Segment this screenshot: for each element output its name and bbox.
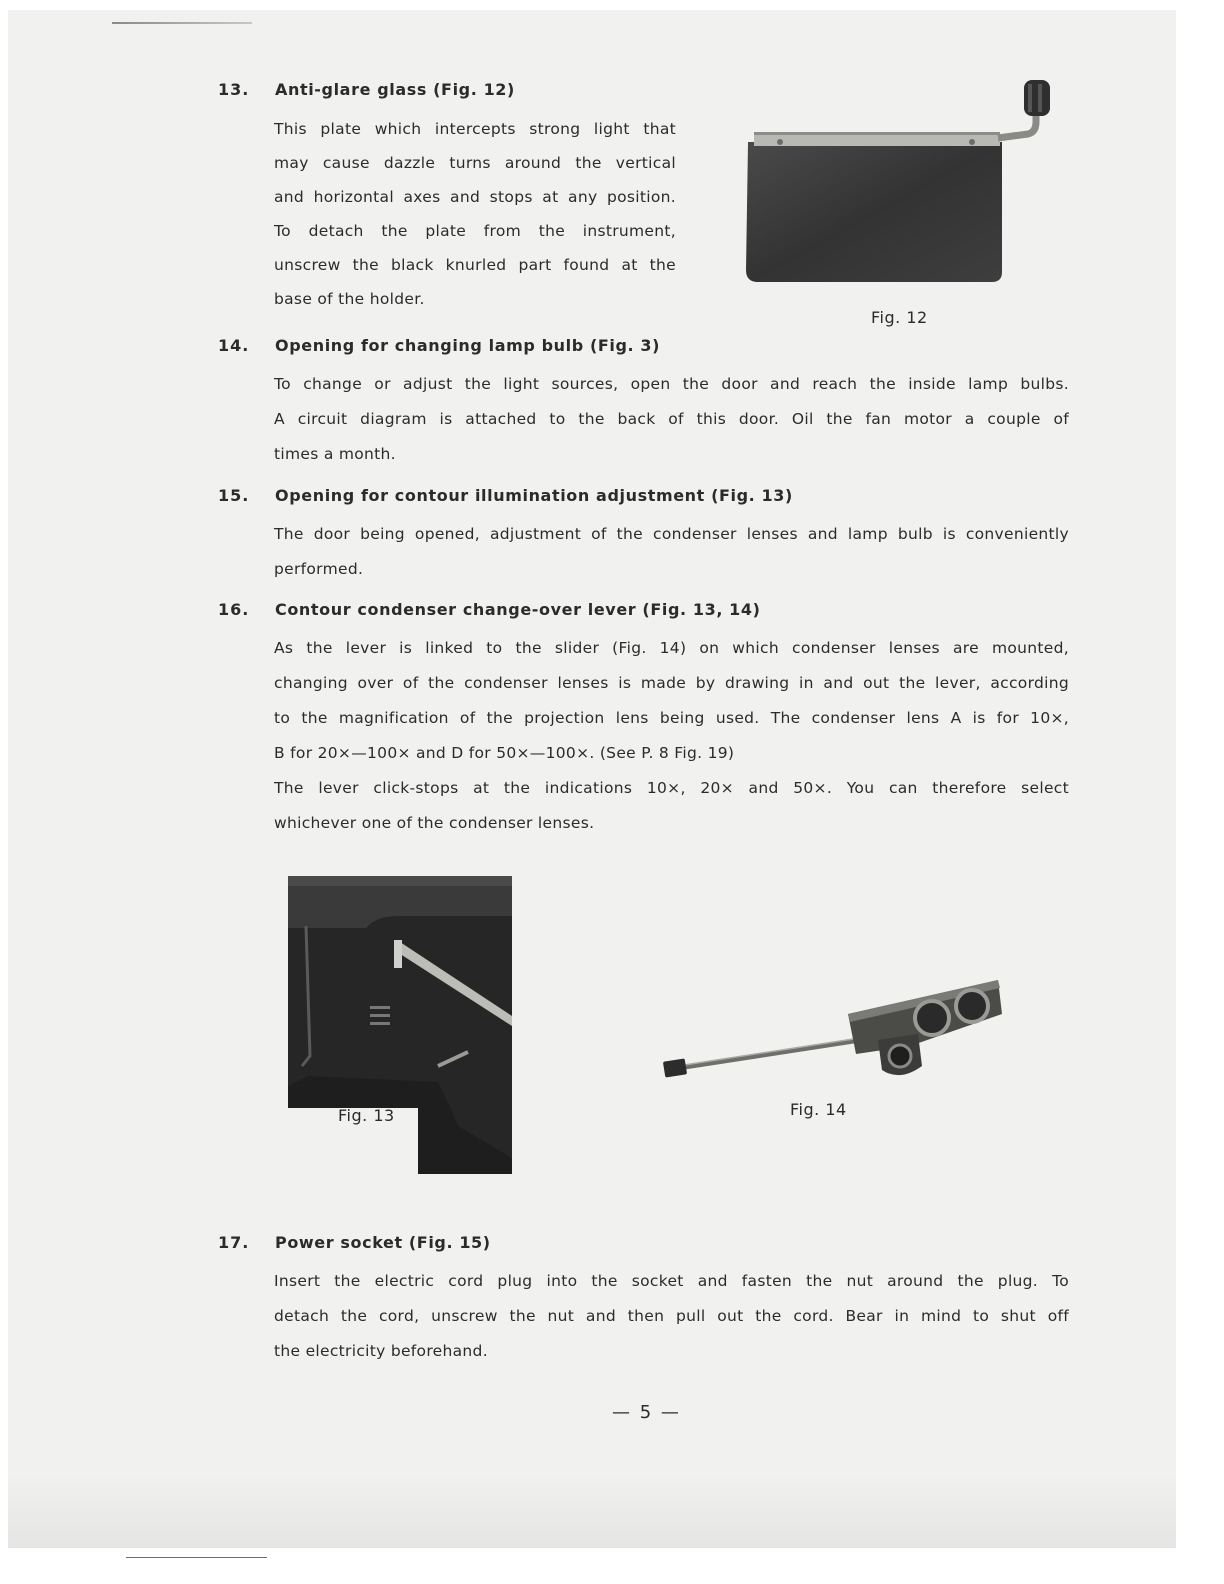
text-line: As the lever is linked to the slider (Fig. 14) on which condenser lenses are mounted, xyxy=(274,639,1069,657)
page-number: — 5 — xyxy=(612,1402,681,1423)
fig-14-condenser-slider-photo xyxy=(660,974,1010,1089)
text-line: whichever one of the condenser lenses. xyxy=(274,814,595,832)
fig-13-illumination-door-photo xyxy=(288,876,514,1176)
fig-14-caption: Fig. 14 xyxy=(790,1100,847,1119)
section-13-number: 13. xyxy=(218,80,250,99)
link-underline xyxy=(126,1557,267,1558)
fig-12-caption: Fig. 12 xyxy=(871,308,928,327)
section-17-number: 17. xyxy=(218,1233,250,1252)
section-14-text xyxy=(274,367,1069,472)
text-line: To change or adjust the light sources, open the door and reach the inside lamp bulbs. xyxy=(274,375,1069,393)
fig-12-anti-glare-plate-photo xyxy=(740,72,1070,292)
text-line: B for 20×—100× and D for 50×—100×. (See P. 8 Fig. 19) xyxy=(274,744,735,762)
section-17-text xyxy=(274,1264,1069,1369)
section-16-text xyxy=(274,631,1069,841)
text-line: may cause dazzle turns around the vertical xyxy=(274,154,676,172)
section-15-heading: Opening for contour illumination adjustment (Fig. 13) xyxy=(275,486,793,505)
text-line: To detach the plate from the instrument, xyxy=(274,222,676,240)
text-line: The lever click-stops at the indications 10×, 20× and 50×. You can therefore select xyxy=(274,779,1069,797)
text-line: performed. xyxy=(274,560,364,578)
section-16-heading: Contour condenser change-over lever (Fig. 13, 14) xyxy=(275,600,761,619)
section-17-heading: Power socket (Fig. 15) xyxy=(275,1233,491,1252)
section-15-text xyxy=(274,517,1069,587)
section-14-heading: Opening for changing lamp bulb (Fig. 3) xyxy=(275,336,661,355)
section-13-heading: Anti-glare glass (Fig. 12) xyxy=(275,80,515,99)
section-15-number: 15. xyxy=(218,486,250,505)
section-13-text xyxy=(274,112,676,316)
text-line: The door being opened, adjustment of the condenser lenses and lamp bulb is conveniently xyxy=(274,525,1069,543)
text-line: detach the cord, unscrew the nut and then pull out the cord. Bear in mind to shut off xyxy=(274,1307,1069,1325)
fig-13-caption: Fig. 13 xyxy=(338,1106,395,1125)
scan-shadow-band xyxy=(8,1475,1176,1548)
text-line: changing over of the condenser lenses is made by drawing in and out the lever, according xyxy=(274,674,1069,692)
text-line: to the magnification of the projection lens being used. The condenser lens A is for 10×, xyxy=(274,709,1069,727)
text-line: This plate which intercepts strong light that xyxy=(274,120,676,138)
section-16-number: 16. xyxy=(218,600,250,619)
text-line: the electricity beforehand. xyxy=(274,1342,488,1360)
text-line: and horizontal axes and stops at any position. xyxy=(274,188,676,206)
text-line: A circuit diagram is attached to the back of this door. Oil the fan motor a couple of xyxy=(274,410,1069,428)
section-14-number: 14. xyxy=(218,336,250,355)
text-line: unscrew the black knurled part found at the xyxy=(274,256,676,274)
text-line: times a month. xyxy=(274,445,396,463)
text-line: Insert the electric cord plug into the socket and fasten the nut around the plug. To xyxy=(274,1272,1069,1290)
text-line: base of the holder. xyxy=(274,290,425,308)
scan-mark xyxy=(112,22,252,24)
